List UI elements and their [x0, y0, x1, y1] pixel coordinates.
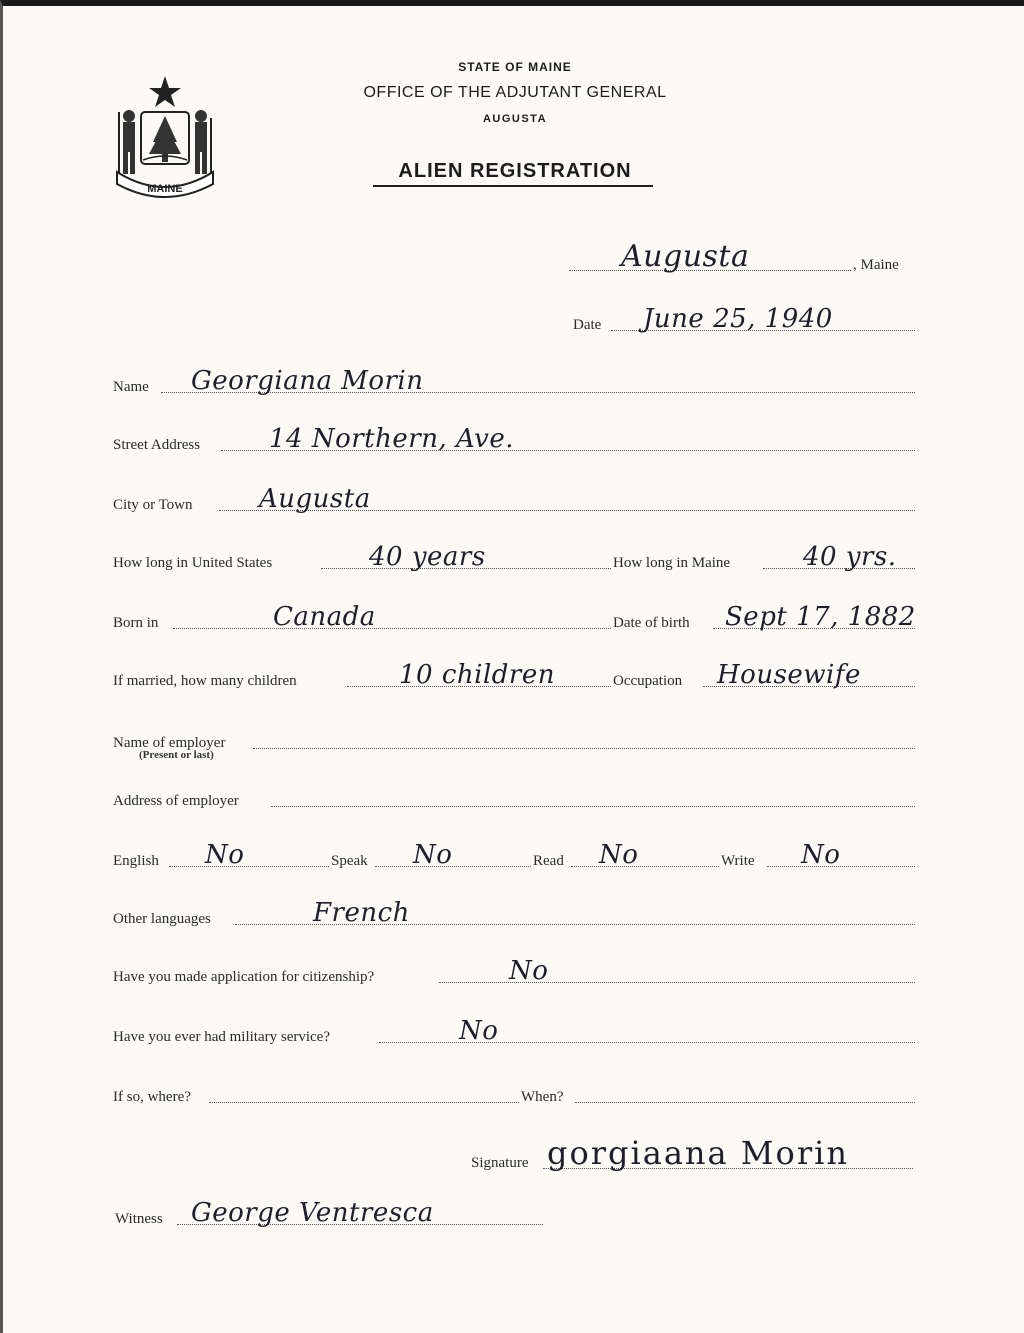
- born-in-label: Born in: [113, 615, 159, 631]
- children-label: If married, how many children: [113, 673, 297, 689]
- english-row: [113, 842, 917, 872]
- years-maine-value[interactable]: 40 yrs.: [803, 542, 897, 572]
- place-value[interactable]: Augusta: [621, 239, 750, 274]
- citizenship-value[interactable]: No: [509, 956, 549, 986]
- street-row: [113, 426, 917, 456]
- street-value[interactable]: 14 Northern, Ave.: [269, 424, 515, 454]
- read-label: Read: [533, 853, 564, 869]
- header-office: OFFICE OF THE ADJUTANT GENERAL: [363, 84, 667, 101]
- form-title: ALIEN REGISTRATION: [398, 160, 632, 182]
- where-when-row: [113, 1078, 917, 1108]
- languages-row: [113, 900, 917, 930]
- occupation-value[interactable]: Housewife: [717, 660, 861, 690]
- military-value[interactable]: No: [459, 1016, 499, 1046]
- years-us-label: How long in United States: [113, 555, 273, 571]
- header-city: AUGUSTA: [482, 113, 548, 125]
- seal-ribbon-text: MAINE: [147, 183, 183, 195]
- other-languages-value[interactable]: French: [313, 898, 410, 928]
- witness-row: [115, 1196, 545, 1230]
- citizenship-row: [113, 958, 917, 988]
- name-row: [113, 368, 917, 398]
- dob-value[interactable]: Sept 17, 1882: [725, 602, 916, 632]
- english-label: English: [113, 853, 159, 869]
- title-underline: [373, 185, 653, 187]
- years-us-value[interactable]: 40 years: [369, 542, 486, 572]
- children-value[interactable]: 10 children: [399, 660, 555, 690]
- birth-row: [113, 604, 917, 634]
- signature-value[interactable]: gorgiaana Morin: [547, 1134, 849, 1172]
- place-row: [569, 239, 919, 276]
- military-row: [113, 1018, 917, 1048]
- dob-label: Date of birth: [613, 615, 690, 631]
- street-label: Street Address: [113, 437, 201, 453]
- residence-row: [113, 544, 917, 574]
- place-suffix: , Maine: [853, 257, 899, 273]
- occupation-label: Occupation: [613, 673, 683, 689]
- write-label: Write: [721, 853, 755, 869]
- signature-row: [471, 1134, 981, 1174]
- where-label: If so, where?: [113, 1089, 191, 1105]
- years-maine-label: How long in Maine: [613, 555, 731, 571]
- name-value[interactable]: Georgiana Morin: [191, 366, 424, 396]
- employer-address-row: [113, 782, 917, 812]
- city-label: City or Town: [113, 497, 193, 513]
- speak-value[interactable]: No: [413, 840, 453, 870]
- witness-label: Witness: [115, 1211, 163, 1227]
- speak-label: Speak: [331, 853, 368, 869]
- name-label: Name: [113, 379, 149, 395]
- date-label: Date: [573, 317, 602, 333]
- born-in-value[interactable]: Canada: [273, 602, 376, 632]
- employer-label: Name of employer: [113, 735, 226, 751]
- citizenship-label: Have you made application for citizenship?: [113, 969, 375, 985]
- header-state: STATE OF MAINE: [458, 60, 572, 74]
- when-label: When?: [521, 1089, 564, 1105]
- employer-address-label: Address of employer: [113, 793, 239, 809]
- date-row: [573, 306, 917, 336]
- city-row: [113, 486, 917, 516]
- english-value[interactable]: No: [205, 840, 245, 870]
- signature-label: Signature: [471, 1155, 529, 1171]
- city-value[interactable]: Augusta: [259, 484, 371, 514]
- date-value[interactable]: June 25, 1940: [643, 304, 833, 334]
- write-value[interactable]: No: [801, 840, 841, 870]
- other-languages-label: Other languages: [113, 911, 211, 927]
- employer-sublabel: (Present or last): [139, 749, 214, 761]
- family-row: [113, 662, 917, 692]
- witness-value[interactable]: George Ventresca: [191, 1198, 434, 1228]
- employer-row: [113, 724, 917, 754]
- read-value[interactable]: No: [599, 840, 639, 870]
- military-label: Have you ever had military service?: [113, 1029, 330, 1045]
